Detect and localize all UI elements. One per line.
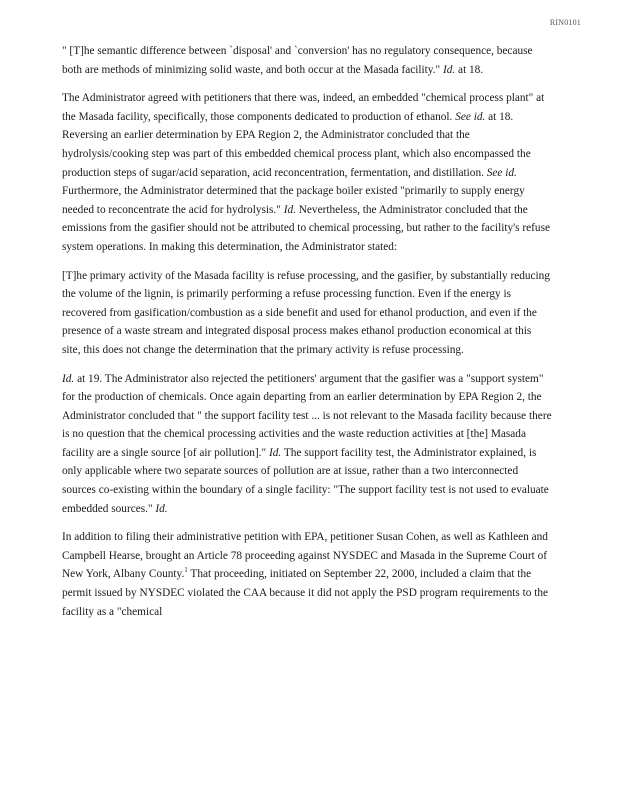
paragraph-quote-intro [62, 42, 552, 79]
citation: Id. [268, 446, 282, 459]
citation: Id. [62, 372, 75, 385]
text-run: at 18. Reversing an earlier determination by EPA Region 2, the Administrator concluded that the hydrolysis/cooking step was part of this embedded chemical process plant, which also encompassed the production steps of sugar/acid separation, acid reconcentration, fermentation, and distillation. [62, 110, 531, 179]
page-identifier: RIN0101 [549, 18, 581, 27]
text-run: The support facility test, the Administrator explained, is only applicable where two separate sources of pollution are at issue, rather than a two interconnected sources co-existing within the boundary of a single facility: "The support facility test is not used to evaluate embedded sources." [62, 446, 549, 515]
footnote-ref: 1 [184, 566, 188, 575]
paragraph-support-system [62, 370, 552, 519]
paragraph-article-78 [62, 528, 552, 621]
citation: See id. [486, 166, 517, 179]
block-quote-primary-activity [62, 267, 552, 360]
paragraph-administrator-agreed [62, 89, 552, 256]
citation: See id. [455, 110, 486, 123]
citation: Id. [442, 63, 456, 76]
text-run: In addition to filing their administrative petition with EPA, petitioner Susan Cohen, as well as Kathleen and Campbell Hearse, brought an Article 78 proceeding against NYSDEC and Masada in the Supreme Court of New York, Albany County. [62, 531, 548, 581]
text-run: The Administrator agreed with petitioners that there was, indeed, an embedded "chemical process plant" at the Masada facility, specifically, those components dedicated to production of ethanol. [62, 92, 545, 123]
citation: Id. [283, 203, 296, 216]
text-run: " [T]he semantic difference between `disposal' and `conversion' has no regulatory consequence, because both are methods of minimizing solid waste, and both occur at the Masada facility." [62, 45, 533, 76]
citation: Id. [155, 502, 168, 515]
text-run: [T]he primary activity of the Masada facility is refuse processing, and the gasifier, by substantially reducing the volume of the lignin, is primarily performing a refuse processing function. Even if the energy is recovered from gasification/combustion as a side benefit and used for ethanol production, and even if the presence of a waste stream and integrated disposal process makes ethanol production economical at this site, this does not change the determination that the primary activity is refuse processing. [62, 269, 550, 356]
text-run: at 18. [455, 63, 484, 76]
text-run: Furthermore, the Administrator determined that the package boiler existed "primarily to supply energy needed to reconcentrate the acid for hydrolysis." [62, 185, 525, 216]
text-run: at 19. The Administrator also rejected the petitioners' argument that the gasifier was a "support system" for the production of chemicals. Once again departing from an earlier determination by EPA Region 2, the Administrator concluded that " the support facility test ... is not relevant to the Masada facility because there is no question that the chemical processing activities and the waste reduction activities at [the] Masada facility are a single source [of air pollution]." [62, 372, 552, 459]
document-body [62, 42, 552, 631]
text-run: Nevertheless, the Administrator concluded that the emissions from the gasifier should not be attributed to chemical processing, but rather to the facility's refuse system operations. In making this determination, the Administrator stated: [62, 203, 550, 253]
text-run: That proceeding, initiated on September 22, 2000, included a claim that the permit issued by NYSDEC violated the CAA because it did not apply the PSD program requirements to the facility as a "chemical [62, 568, 549, 618]
